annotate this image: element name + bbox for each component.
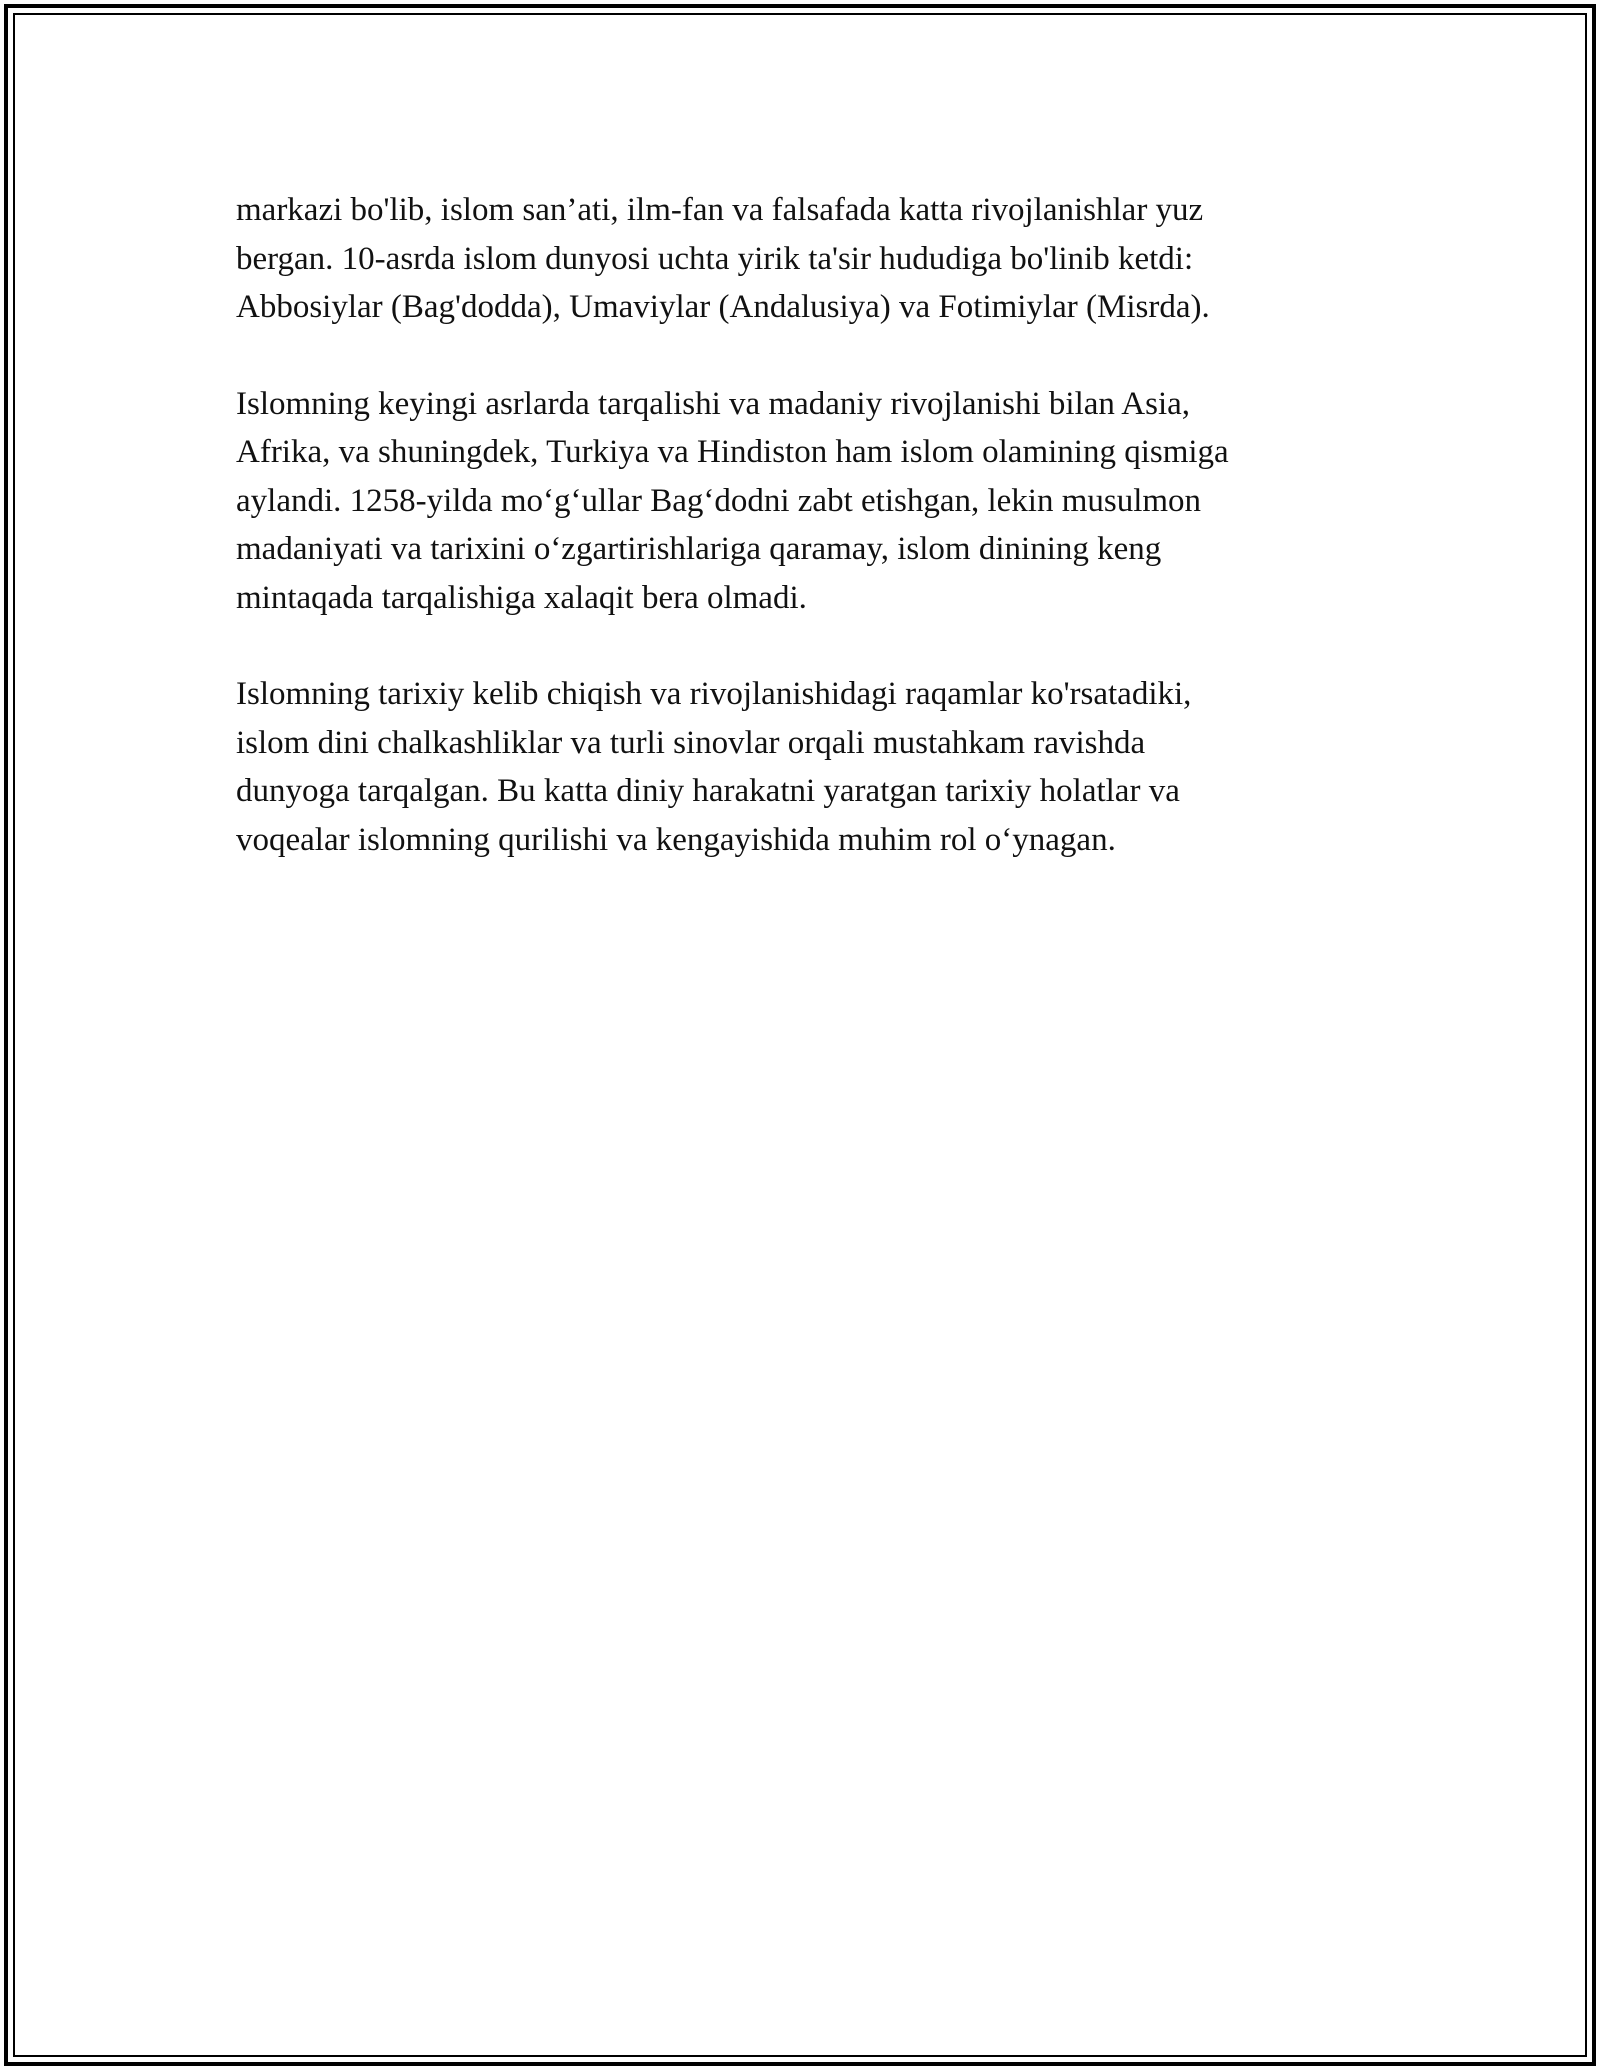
text-line: Islomning keyingi asrlarda tarqalishi va madaniy rivojlanishi bilan Asia, xyxy=(236,385,1191,422)
text-line: Afrika, va shuningdek, Turkiya va Hindiston ham islom olamining qismiga xyxy=(236,434,1229,470)
text-line: markazi bo'lib, islom san’ati, ilm-fan va falsafada katta rivojlanishlar yuz xyxy=(236,192,1204,228)
paragraph-3 xyxy=(236,670,1366,864)
text-line: islom dini chalkashliklar va turli sinovlar orqali mustahkam ravishda xyxy=(236,724,1146,761)
text-line: dunyoga tarqalgan. Bu katta diniy harakatni yaratgan tarixiy holatlar va xyxy=(236,773,1180,809)
text-line: madaniyati va tarixini o‘zgartirishlariga qaramay, islom dinining keng xyxy=(236,531,1162,567)
text-line: Abbosiylar (Bag'dodda), Umaviylar (Andalusiya) va Fotimiylar (Misrda). xyxy=(236,289,1210,325)
text-line: aylandi. 1258-yilda mo‘g‘ullar Bag‘dodni zabt etishgan, lekin musulmon xyxy=(236,482,1202,519)
text-line: bergan. 10-asrda islom dunyosi uchta yirik ta'sir hududiga bo'linib ketdi: xyxy=(236,240,1194,277)
text-line: mintaqada tarqalishiga xalaqit bera olmadi. xyxy=(236,579,807,616)
text-line: Islomning tarixiy kelib chiqish va rivojlanishidagi raqamlar ko'rsatadiki, xyxy=(236,676,1192,712)
text-line: voqealar islomning qurilishi va kengayishida muhim rol o‘ynagan. xyxy=(236,821,1116,858)
document-body xyxy=(236,186,1366,912)
paragraph-2 xyxy=(236,380,1366,623)
paragraph-1 xyxy=(236,186,1366,332)
